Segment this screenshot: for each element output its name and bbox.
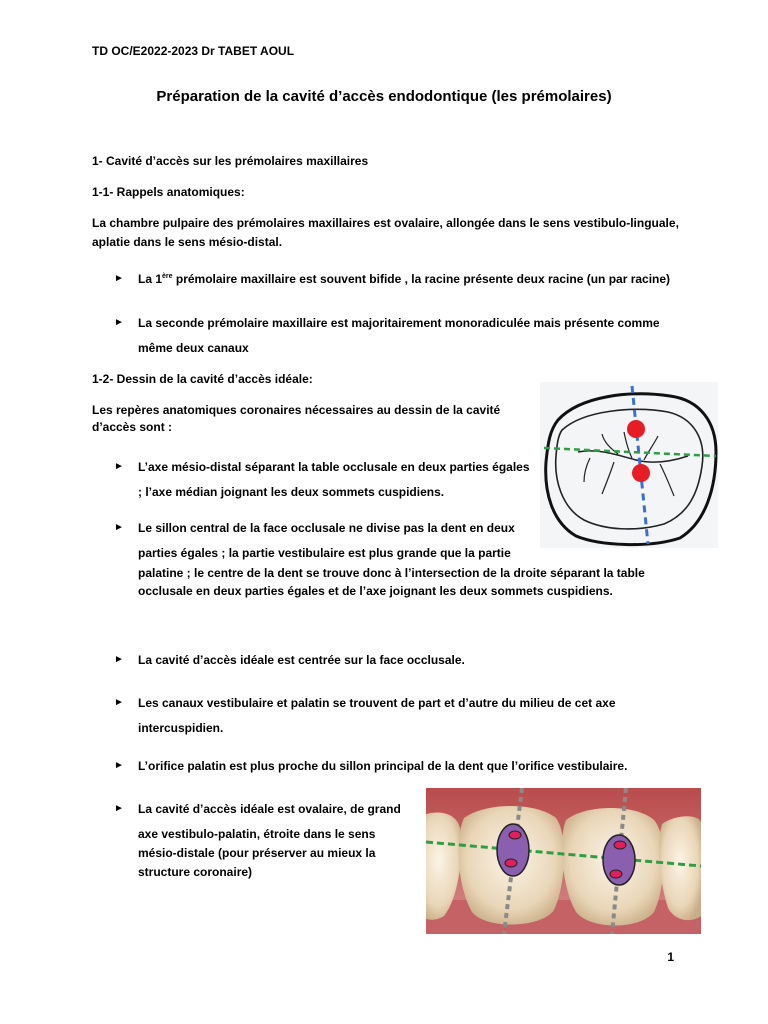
bullet-marker: ► [114,654,124,665]
section-heading-1-1: 1-1- Rappels anatomiques: [92,185,245,199]
bullet-2-line-1: La seconde prémolaire maxillaire est majoritairement monoradiculée mais présente comme [138,316,660,330]
bullet-6-line-1: Les canaux vestibulaire et palatin se trouvent de part et d’autre du milieu de cet axe [138,696,616,710]
bullet-marker: ► [114,273,124,284]
bullet-6-line-2: intercuspidien. [138,721,224,735]
bullet-3-line-1: L’axe mésio-distal séparant la table occlusale en deux parties égales [138,460,530,474]
paragraph-1-line-2: aplatie dans le sens mésio-distal. [92,235,283,249]
bullet-4-line-4: occlusale en deux parties égales et de l’axe joignant les deux sommets cuspidiens. [138,584,613,598]
bullet-marker: ► [114,760,124,771]
bullet-8-line-4: structure coronaire) [138,865,253,879]
paragraph-2-line-2: d’accès sont : [92,420,173,434]
bullet-marker: ► [114,522,124,533]
bullet-marker: ► [114,461,124,472]
gingiva [426,900,701,934]
occlusal-diagram [540,382,718,548]
bullet-4-line-3: palatine ; le centre de la dent se trouve donc à l’intersection de la droite séparant la table [138,566,645,580]
bullet-marker: ► [114,803,124,814]
bullet-4-line-1: Le sillon central de la face occlusale ne divise pas la dent en deux [138,521,515,535]
palatal-orifice-marker [632,464,650,482]
bullet-4-line-2: parties égales ; la partie vestibulaire est plus grande que la partie [138,546,511,560]
bullet-1-post: prémolaire maxillaire est souvent bifide , la racine présente deux racine (un par racine) [172,272,671,286]
bullet-7-text: L’orifice palatin est plus proche du sillon principal de la dent que l’orifice vestibulaire. [138,759,628,773]
bullet-marker: ► [114,317,124,328]
orifice-marker [505,859,517,867]
orifice-marker [614,841,626,849]
bullet-1-pre: La 1 [138,272,163,286]
orifice-marker [509,831,521,839]
diagram-background [540,382,718,548]
bullet-5-text: La cavité d’accès idéale est centrée sur la face occlusale. [138,653,465,667]
page-title: Préparation de la cavité d’accès endodontique (les prémolaires) [156,88,612,105]
section-heading-1: 1- Cavité d’accès sur les prémolaires maxillaires [92,154,369,168]
bullet-1-sup: ère [162,273,173,280]
orifice-marker [610,870,622,878]
bullet-8-line-2: axe vestibulo-palatin, étroite dans le sens [138,827,376,841]
bullet-marker: ► [114,697,124,708]
bullet-2-line-2: même deux canaux [138,341,249,355]
section-heading-1-2: 1-2- Dessin de la cavité d’accès idéale: [92,372,313,386]
bullet-1-text [138,272,670,287]
bullet-8-line-3: mésio-distale (pour préserver au mieux la [138,846,376,860]
bullet-3-line-2: ; l’axe médian joignant les deux sommets cuspidiens. [138,485,445,499]
bullet-8-line-1: La cavité d’accès idéale est ovalaire, de grand [138,802,401,816]
vestibular-orifice-marker [627,420,645,438]
paragraph-1-line-1: La chambre pulpaire des prémolaires maxillaires est ovalaire, allongée dans le sens vestibulo-linguale, [92,216,679,230]
document-header: TD OC/E2022-2023 Dr TABET AOUL [92,44,295,58]
paragraph-2-line-1: Les repères anatomiques coronaires nécessaires au dessin de la cavité [92,403,501,417]
premolar-photo [426,788,701,934]
page-number: 1 [667,950,674,964]
